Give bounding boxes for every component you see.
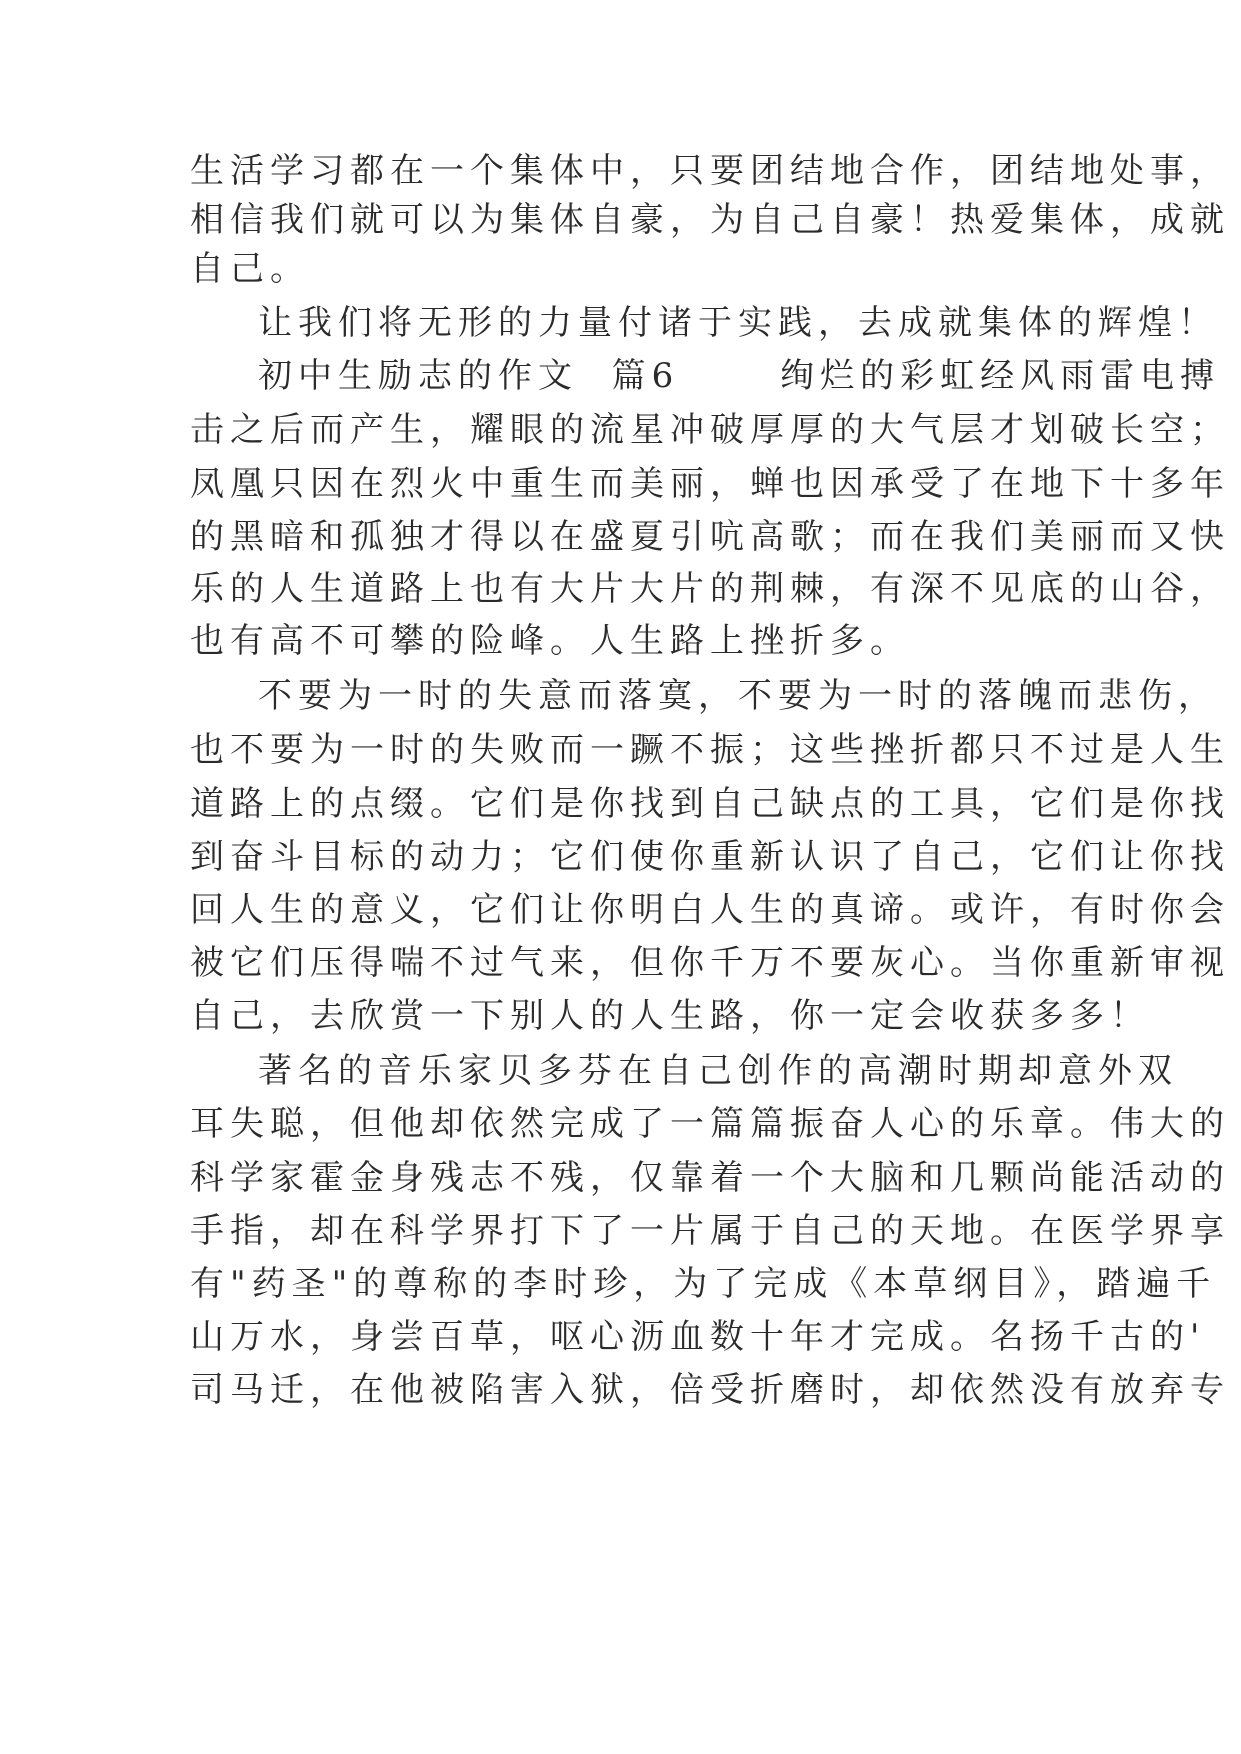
- text-line: 自己，去欣赏一下别人的人生路，你一定会收获多多！: [190, 996, 1150, 1036]
- text-line: 山万水，身尝百草，呕心沥血数十年才完成。名扬千古的': [190, 1317, 1206, 1357]
- section-heading-line: 初中生励志的作文 篇6 绚烂的彩虹经风雨雷电搏: [258, 356, 1221, 396]
- text-line: 也有高不可攀的险峰。人生路上挫折多。: [190, 621, 910, 661]
- text-line: 道路上的点缀。它们是你找到自己缺点的工具，它们是你找: [190, 784, 1230, 824]
- text-line: 让我们将无形的力量付诸于实践，去成就集体的辉煌！: [258, 303, 1218, 343]
- text-line: 击之后而产生，耀眼的流星冲破厚厚的大气层才划破长空；: [190, 410, 1230, 450]
- text-line: 有"药圣"的尊称的李时珍，为了完成《本草纲目》，踏遍千: [190, 1264, 1217, 1304]
- text-line: 耳失聪，但他却依然完成了一篇篇振奋人心的乐章。伟大的: [190, 1104, 1230, 1144]
- text-line: 科学家霍金身残志不残，仅靠着一个大脑和几颗尚能活动的: [190, 1158, 1230, 1198]
- text-line: 回人生的意义，它们让你明白人生的真谛。或许，有时你会: [190, 890, 1230, 930]
- text-line: 凤凰只因在烈火中重生而美丽，蝉也因承受了在地下十多年: [190, 464, 1230, 504]
- text-line: 到奋斗目标的动力；它们使你重新认识了自己，它们让你找: [190, 837, 1230, 877]
- text-line: 乐的人生道路上也有大片大片的荆棘，有深不见底的山谷，: [190, 569, 1230, 609]
- text-line: 相信我们就可以为集体自豪，为自己自豪！热爱集体，成就: [190, 200, 1230, 240]
- text-line: 也不要为一时的失败而一蹶不振；这些挫折都只不过是人生: [190, 730, 1230, 770]
- text-line: 被它们压得喘不过气来，但你千万不要灰心。当你重新审视: [190, 943, 1230, 983]
- text-line: 自己。: [190, 249, 310, 289]
- text-line: 不要为一时的失意而落寞，不要为一时的落魄而悲伤，: [258, 676, 1218, 716]
- text-line: 著名的音乐家贝多芬在自己创作的高潮时期却意外双: [258, 1051, 1178, 1091]
- text-line: 手指，却在科学界打下了一片属于自己的天地。在医学界享: [190, 1211, 1230, 1251]
- text-line: 生活学习都在一个集体中，只要团结地合作，团结地处事，: [190, 151, 1230, 191]
- text-line: 司马迁，在他被陷害入狱，倍受折磨时，却依然没有放弃专: [190, 1370, 1230, 1410]
- text-line: 的黑暗和孤独才得以在盛夏引吭高歌；而在我们美丽而又快: [190, 517, 1230, 557]
